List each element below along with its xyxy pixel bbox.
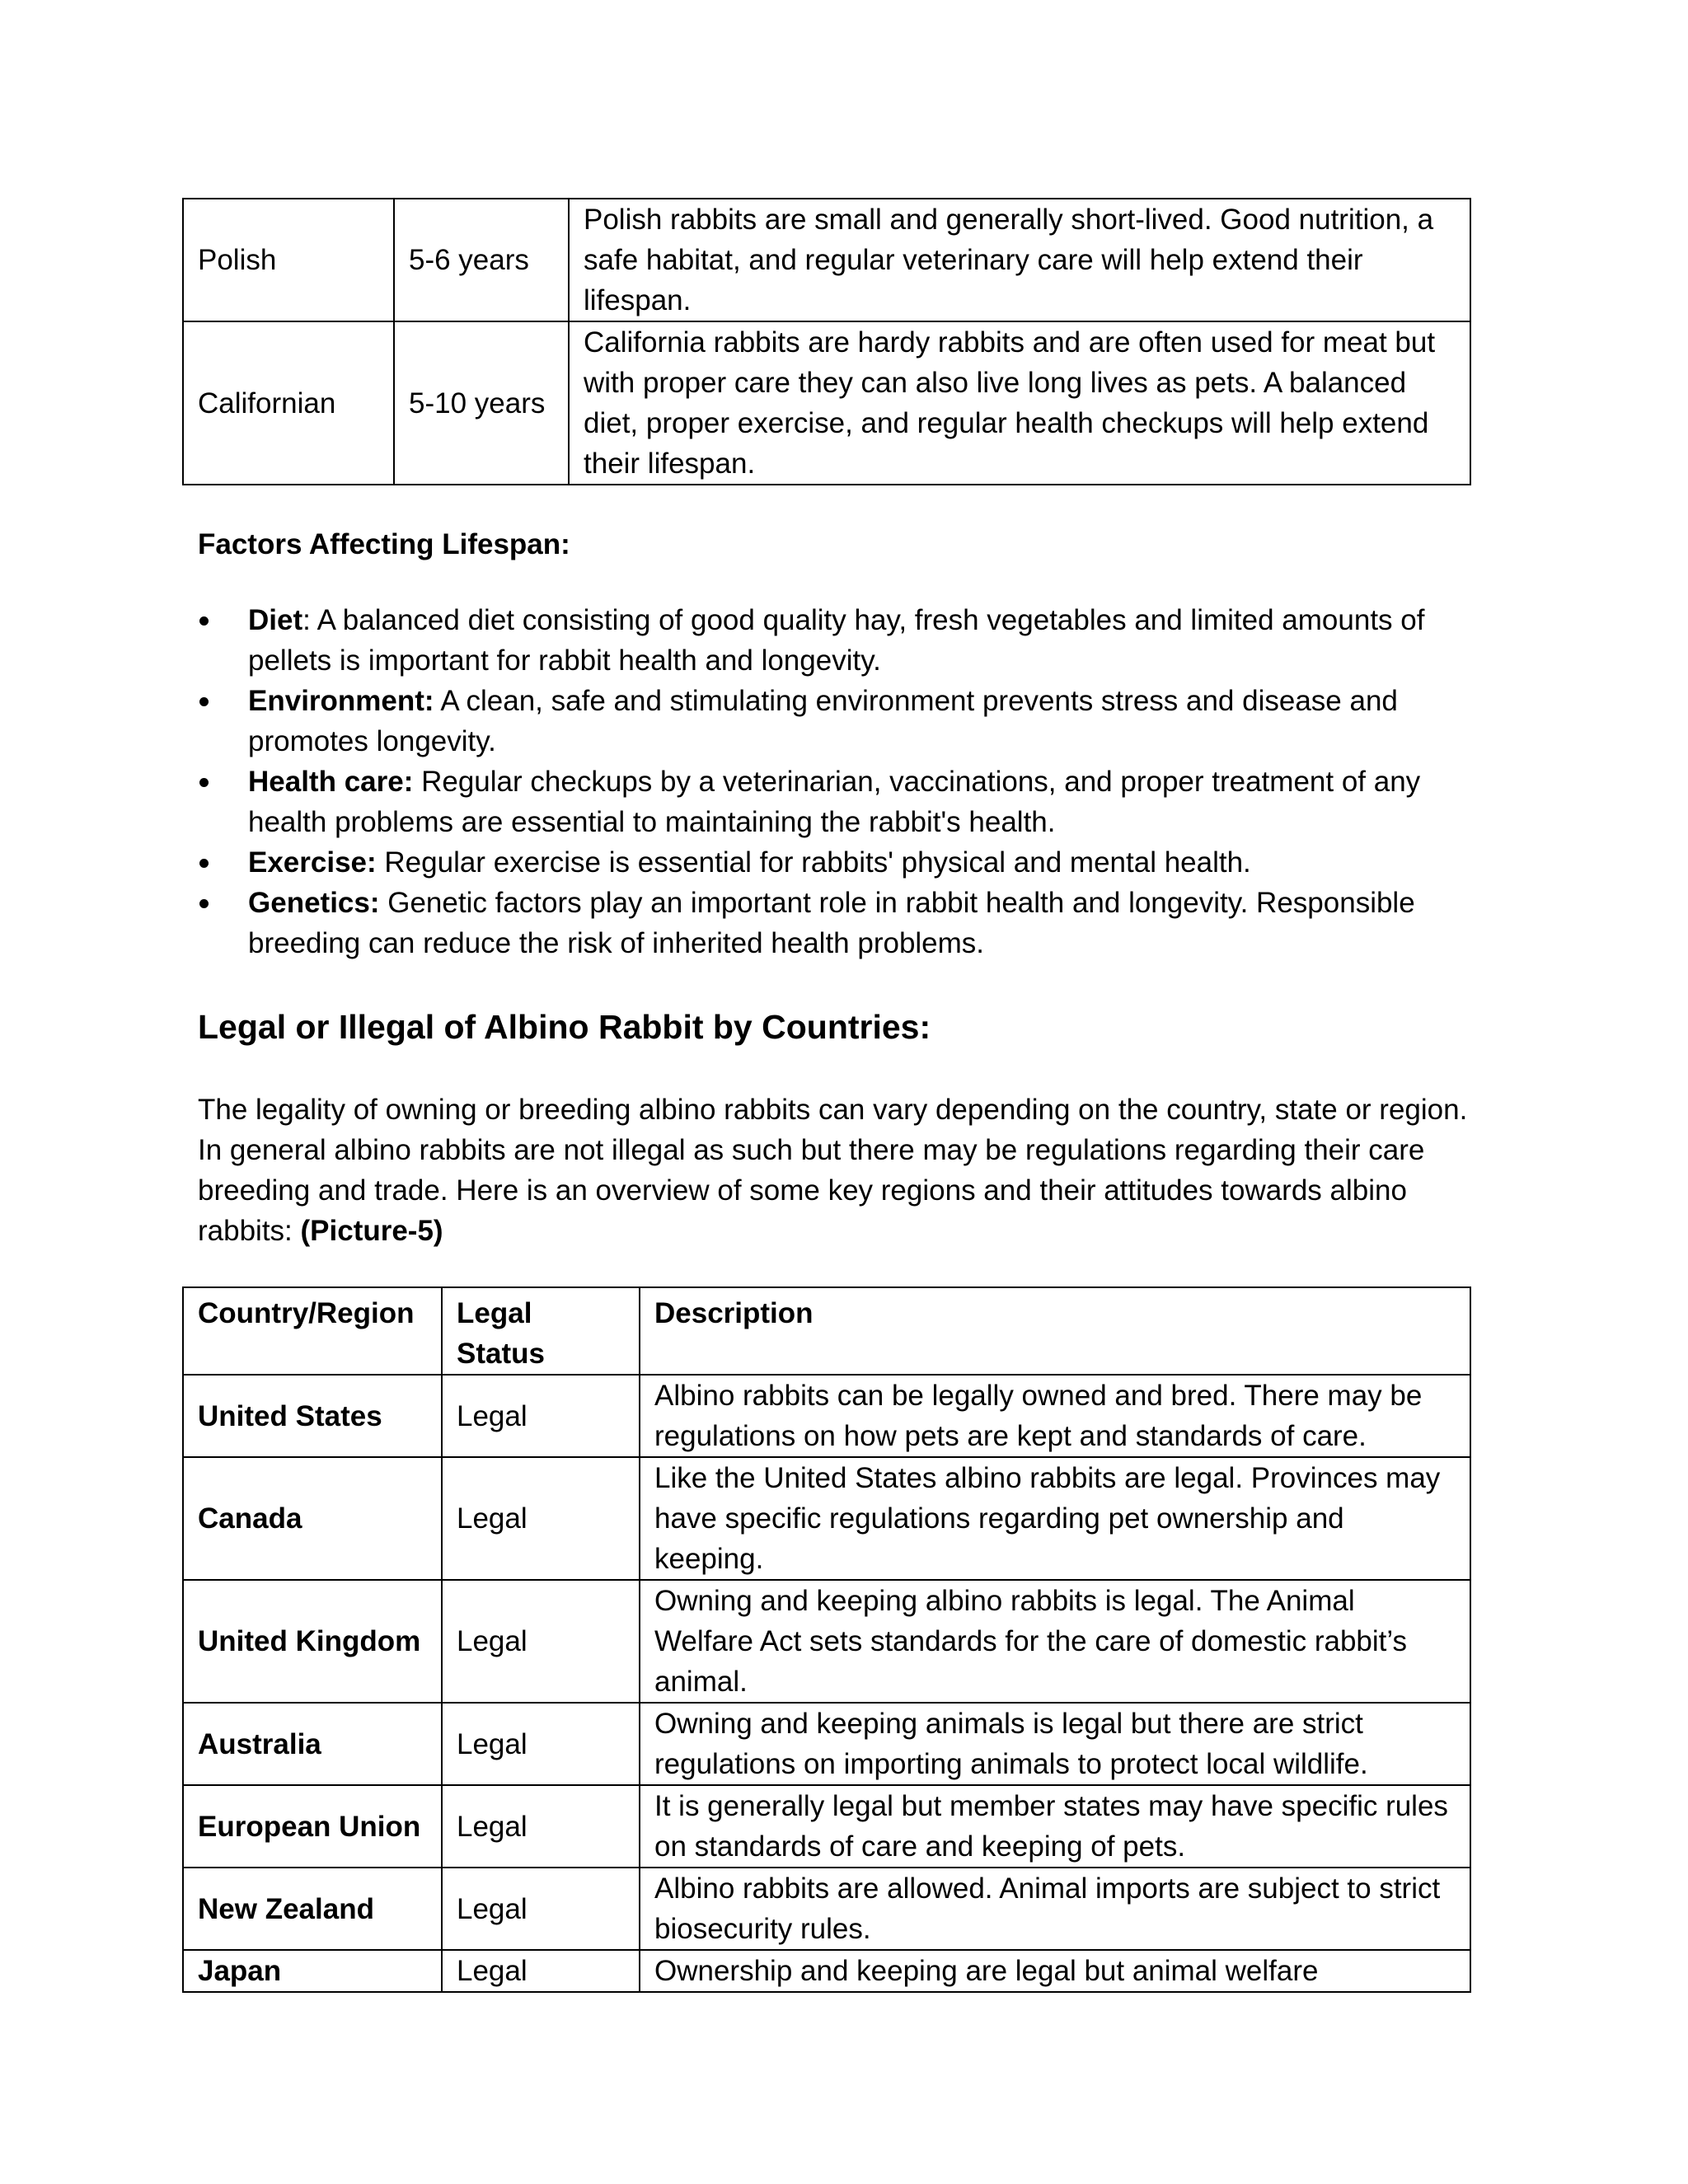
- description-cell: It is generally legal but member states may have specific rules on standards of care and keeping of pets.: [640, 1785, 1470, 1868]
- factors-list: [198, 600, 1484, 963]
- description-cell: Polish rabbits are small and generally short-lived. Good nutrition, a safe habitat, and regular veterinary care will help extend their lifespan.: [569, 199, 1470, 321]
- factor-text: Genetic factors play an important role in rabbit health and longevity. Responsible breeding can reduce the risk of inherited health problems.: [248, 887, 1415, 959]
- factor-term: Genetics:: [248, 887, 380, 919]
- factor-text: : A balanced diet consisting of good quality hay, fresh vegetables and limited amounts of pellets is important for rabbit health and longevity.: [248, 604, 1425, 677]
- description-cell: Ownership and keeping are legal but animal welfare: [640, 1950, 1470, 1992]
- factor-term: Environment:: [248, 685, 434, 717]
- status-cell: Legal: [442, 1703, 640, 1785]
- list-item: [198, 762, 1484, 842]
- status-cell: Legal: [442, 1950, 640, 1992]
- status-cell: Legal: [442, 1580, 640, 1703]
- country-cell: Canada: [183, 1457, 442, 1580]
- lifespan-cell: 5-10 years: [394, 321, 569, 485]
- description-cell: Like the United States albino rabbits are legal. Provinces may have specific regulations regarding pet ownership and keeping.: [640, 1457, 1470, 1580]
- factor-text: Regular exercise is essential for rabbits' physical and mental health.: [376, 846, 1251, 879]
- list-item: [198, 600, 1484, 681]
- country-cell: Australia: [183, 1703, 442, 1785]
- header-description: Description: [640, 1287, 1470, 1375]
- country-cell: European Union: [183, 1785, 442, 1868]
- list-item: [198, 883, 1484, 963]
- status-cell: Legal: [442, 1785, 640, 1868]
- header-status: Legal Status: [442, 1287, 640, 1375]
- description-cell: Owning and keeping animals is legal but there are strict regulations on importing animals to protect local wildlife.: [640, 1703, 1470, 1785]
- breed-cell: Polish: [183, 199, 394, 321]
- legal-status-table: [182, 1286, 1471, 1993]
- list-item: [198, 681, 1484, 762]
- factors-heading: Factors Affecting Lifespan:: [198, 528, 570, 560]
- lifespan-table: [182, 198, 1471, 485]
- country-cell: United States: [183, 1375, 442, 1457]
- table-row: [183, 1868, 1470, 1950]
- intro-text: The legality of owning or breeding albino rabbits can vary depending on the country, state or region. In general albino rabbits are not illegal as such but there may be regulations regarding their care breeding and trade. Here is an overview of some key regions and their attitudes towards albino rabbits:: [198, 1094, 1468, 1247]
- table-row: [183, 1580, 1470, 1703]
- lifespan-cell: 5-6 years: [394, 199, 569, 321]
- factor-text: Regular checkups by a veterinarian, vaccinations, and proper treatment of any health problems are essential to maintaining the rabbit's health.: [248, 766, 1421, 838]
- section-title: Legal or Illegal of Albino Rabbit by Countries:: [198, 1008, 931, 1046]
- list-item: [198, 842, 1484, 883]
- picture-reference: (Picture-5): [300, 1215, 443, 1247]
- table-header-row: [183, 1287, 1470, 1375]
- factor-term: Exercise:: [248, 846, 377, 879]
- country-cell: Japan: [183, 1950, 442, 1992]
- description-cell: Albino rabbits are allowed. Animal imports are subject to strict biosecurity rules.: [640, 1868, 1470, 1950]
- table-row: [183, 199, 1470, 321]
- breed-cell: Californian: [183, 321, 394, 485]
- country-cell: New Zealand: [183, 1868, 442, 1950]
- intro-paragraph: [198, 1090, 1484, 1251]
- status-cell: Legal: [442, 1375, 640, 1457]
- factor-text: A clean, safe and stimulating environment prevents stress and disease and promotes longevity.: [248, 685, 1398, 757]
- table-row: [183, 321, 1470, 485]
- table-row: [183, 1950, 1470, 1992]
- table-row: [183, 1703, 1470, 1785]
- description-cell: Owning and keeping albino rabbits is legal. The Animal Welfare Act sets standards for the care of domestic rabbit’s animal.: [640, 1580, 1470, 1703]
- status-cell: Legal: [442, 1457, 640, 1580]
- table-row: [183, 1457, 1470, 1580]
- table-row: [183, 1375, 1470, 1457]
- description-cell: Albino rabbits can be legally owned and bred. There may be regulations on how pets are kept and standards of care.: [640, 1375, 1470, 1457]
- description-cell: California rabbits are hardy rabbits and are often used for meat but with proper care they can also live long lives as pets. A balanced diet, proper exercise, and regular health checkups will help extend their lifespan.: [569, 321, 1470, 485]
- status-cell: Legal: [442, 1868, 640, 1950]
- factor-term: Health care:: [248, 766, 414, 798]
- country-cell: United Kingdom: [183, 1580, 442, 1703]
- header-country: Country/Region: [183, 1287, 442, 1375]
- factor-term: Diet: [248, 604, 303, 636]
- table-row: [183, 1785, 1470, 1868]
